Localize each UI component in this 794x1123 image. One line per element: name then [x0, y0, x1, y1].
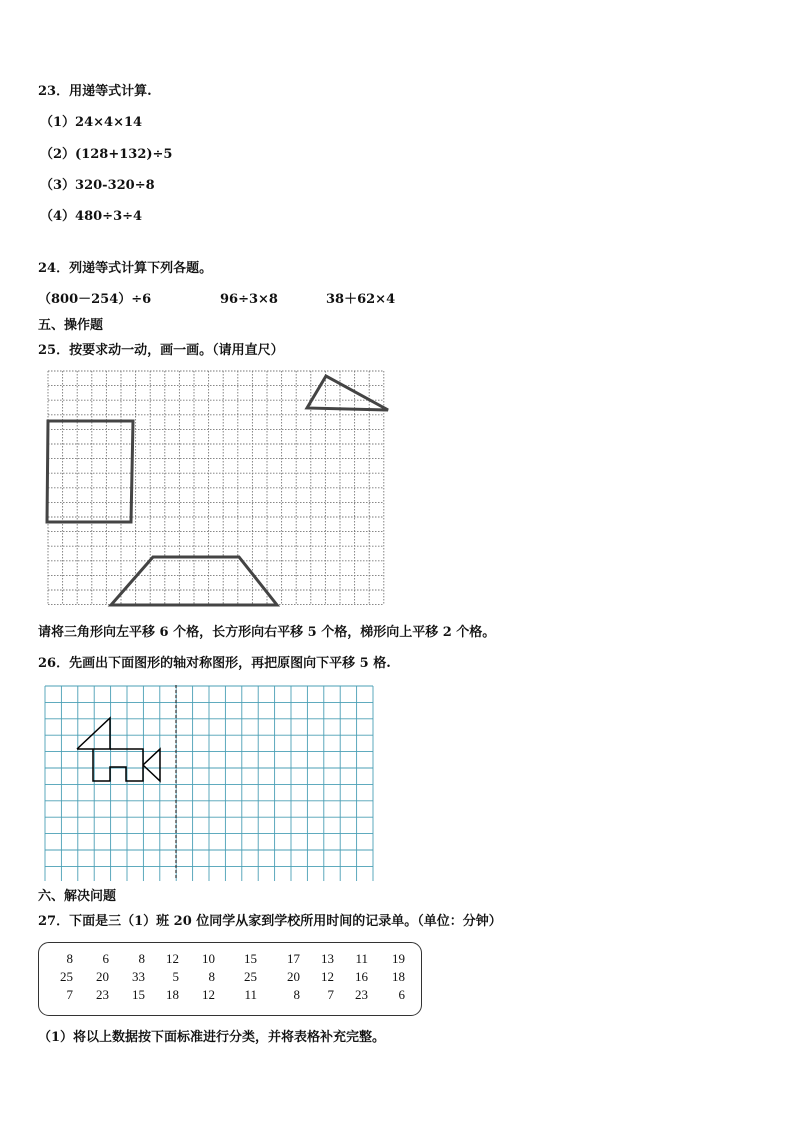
data-cell: 10 — [202, 951, 215, 966]
data-cell: 8 — [66, 951, 73, 966]
blue-grid-lines — [45, 686, 373, 881]
q26-title: 26．先画出下面图形的轴对称图形，再把原图向下平移 5 格. — [38, 656, 391, 671]
q24-item-2: 96÷3×8 — [220, 292, 278, 307]
q24-title: 24．列递等式计算下列各题。 — [38, 261, 213, 276]
data-row-2 — [39, 969, 421, 985]
q25-title: 25．按要求动一动，画一画。（请用直尺） — [38, 343, 284, 358]
section-6-heading: 六、解决问题 — [38, 889, 117, 904]
data-cell: 17 — [287, 951, 300, 966]
q23-item-4: （4）480÷3÷4 — [40, 209, 143, 224]
q27-sub-1: （1）将以上数据按下面标准进行分类，并将表格补充完整。 — [38, 1030, 386, 1045]
q23-item-1: （1）24×4×14 — [40, 115, 143, 130]
q23-item-3: （3）320-320÷8 — [40, 178, 155, 193]
q25-instruction: 请将三角形向左平移 6 个格，长方形向右平移 5 个格，梯形向上平移 2 个格。 — [38, 625, 496, 640]
data-cell: 33 — [132, 969, 145, 984]
data-cell: 7 — [327, 987, 334, 1002]
q24-item-3: 38＋62×4 — [326, 292, 396, 307]
data-cell: 5 — [172, 969, 179, 984]
section-5-heading: 五、操作题 — [38, 318, 104, 333]
data-cell: 13 — [321, 951, 334, 966]
q23-title: 23．用递等式计算. — [38, 84, 152, 99]
data-cell: 12 — [321, 969, 334, 984]
triangle-shape — [307, 376, 388, 410]
q25-dotted-grid — [44, 368, 394, 614]
data-cell: 8 — [208, 969, 215, 984]
rectangle-shape — [47, 421, 133, 522]
data-cell: 16 — [355, 969, 368, 984]
data-cell: 6 — [398, 987, 405, 1002]
data-cell: 8 — [138, 951, 145, 966]
data-cell: 23 — [96, 987, 109, 1002]
time-record-box — [38, 942, 422, 1016]
q24-item-1: （800－254）÷6 — [38, 292, 152, 307]
data-row-1 — [39, 951, 421, 967]
data-cell: 25 — [60, 969, 73, 984]
data-cell: 25 — [244, 969, 257, 984]
data-cell: 18 — [166, 987, 179, 1002]
data-row-3 — [39, 987, 421, 1003]
dotted-grid-lines — [48, 371, 384, 605]
data-cell: 12 — [166, 951, 179, 966]
data-cell: 20 — [96, 969, 109, 984]
data-cell: 20 — [287, 969, 300, 984]
q23-item-2: （2）(128+132)÷5 — [40, 147, 173, 162]
data-cell: 6 — [102, 951, 109, 966]
data-cell: 7 — [66, 987, 73, 1002]
data-cell: 12 — [202, 987, 215, 1002]
q27-title: 27．下面是三（1）班 20 位同学从家到学校所用时间的记录单。（单位：分钟） — [38, 914, 502, 929]
data-cell: 19 — [392, 951, 405, 966]
data-cell: 23 — [355, 987, 368, 1002]
data-cell: 8 — [293, 987, 300, 1002]
data-cell: 11 — [244, 987, 257, 1002]
data-cell: 15 — [244, 951, 257, 966]
q26-blue-grid — [44, 685, 374, 881]
dog-figure — [77, 718, 160, 781]
data-cell: 15 — [132, 987, 145, 1002]
data-cell: 11 — [355, 951, 368, 966]
data-cell: 18 — [392, 969, 405, 984]
